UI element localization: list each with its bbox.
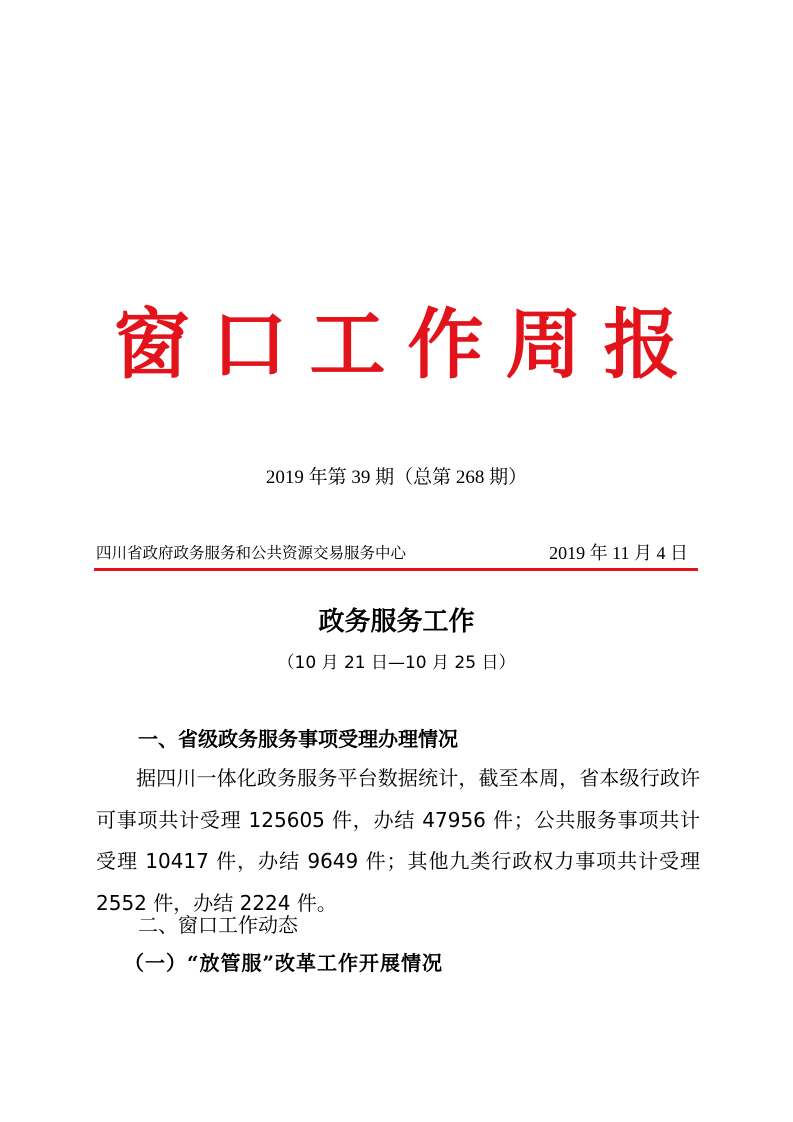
- publish-date: 2019 年 11 月 4 日: [549, 543, 688, 563]
- issue-number: 2019 年第 39 期（总第 268 期）: [265, 467, 528, 488]
- section-1-paragraph: 据四川一体化政务服务平台数据统计，截至本周，省本级行政许可事项共计受理 125605 件，办结 47956 件；公共服务事项共计受理 10417 件，办结 9649 件；其他九类行政权力事项共计受理 2552 件，办结 2224 件。: [96, 766, 700, 915]
- section-heading-1: 一、省级政务服务事项受理办理情况: [138, 727, 458, 751]
- masthead-title: 窗口工作周报: [113, 300, 702, 389]
- publisher-info-row: [96, 540, 696, 568]
- document-date-range: （10 月 21 日—10 月 25 日）: [277, 653, 516, 673]
- publisher-organization: 四川省政府政务服务和公共资源交易服务中心: [96, 544, 407, 562]
- section-heading-2: 二、窗口工作动态: [138, 913, 298, 937]
- subsection-heading-1: （一）“放管服”改革工作开展情况: [124, 951, 444, 975]
- document-title: 政务服务工作: [318, 607, 475, 637]
- red-divider: [94, 568, 698, 571]
